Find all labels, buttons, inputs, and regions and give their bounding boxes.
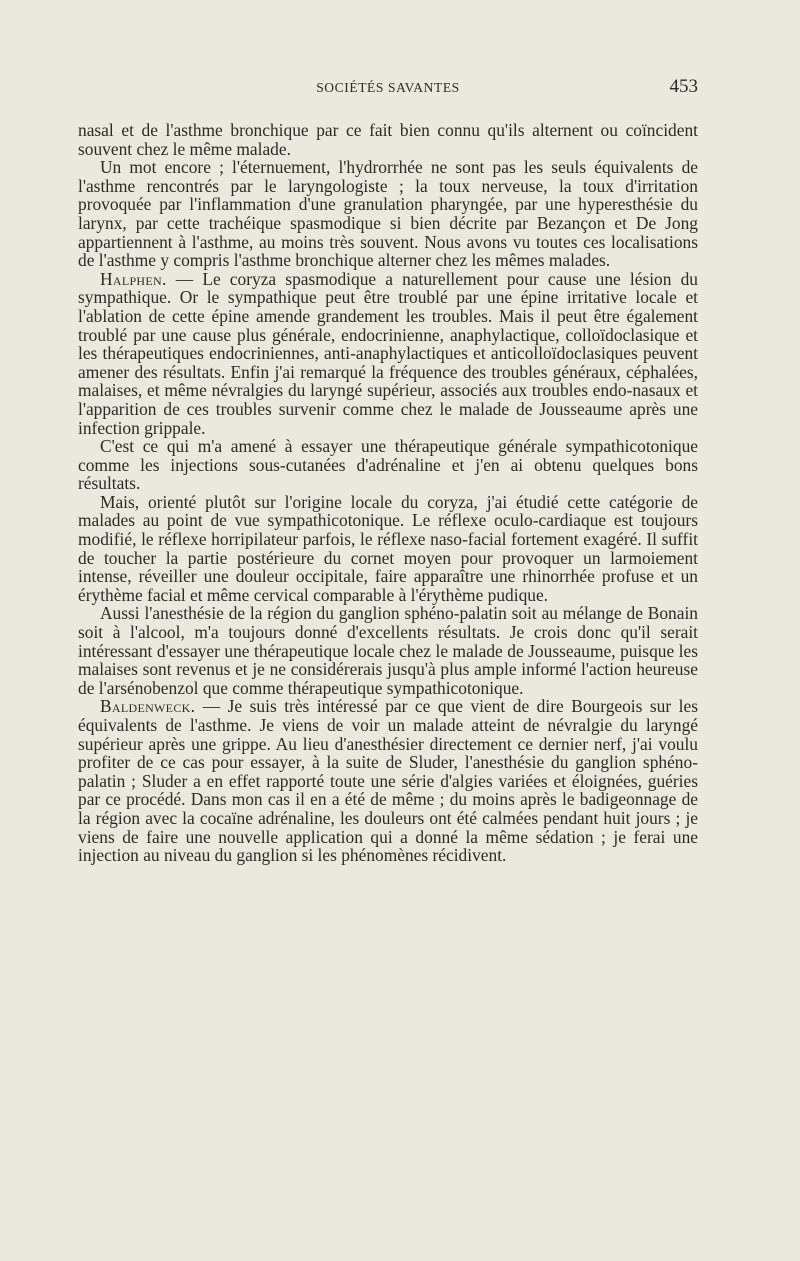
paragraph-continuation <box>78 121 698 158</box>
paragraph <box>78 604 698 697</box>
paragraph-text: Un mot encore ; l'éternuement, l'hydrorrhée ne sont pas les seuls équivalents de l'asthme rencontrés par le laryngologiste ; la toux nerveuse, la toux d'irritation provoquée par l'inflammation d'une granulation pharyngée, par une hyperesthésie du larynx, par cette trachéique spasmodique si bien décrite par Bezançon et De Jong appartiennent à l'asthme, au moins très souvent. Nous avons vu toutes ces localisations de l'asthme y compris l'asthme bronchique alterner chez les mêmes malades. <box>78 157 698 271</box>
paragraph-text: Aussi l'anesthésie de la région du ganglion sphéno-palatin soit au mélange de Bonain soit à l'alcool, m'a toujours donné d'excellents résultats. Je crois donc qu'il serait intéressant d'essayer une thérapeutique locale chez le malade de Jousseaume, puisque les malaises sont revenus et je ne considérerais jusqu'à plus ample informé l'action heureuse de l'arsénobenzol que comme thérapeutique sympathicotonique. <box>78 603 698 698</box>
paragraph <box>78 437 698 493</box>
speaker-name: Baldenweck. <box>100 696 196 717</box>
paragraph <box>78 158 698 270</box>
paragraph-text: — Je suis très intéressé par ce que vient de dire Bourgeois sur les équivalents de l'asthme. Je viens de voir un malade atteint de névralgie du laryngé supérieur après une grippe. Au lieu d'anesthésier directement ce dernier nerf, j'ai voulu profiter de ce cas pour essayer, à la suite de Sluder, l'anesthésie du ganglion sphéno-palatin ; Sluder a en effet rapporté toute une série d'algies variées et éloignées, guéries par ce procédé. Dans mon cas il en a été de même ; du moins après le badigeonnage de la région avec la cocaïne adrénaline, les douleurs ont été calmées pendant huit jours ; je viens de faire une nouvelle application qui a donné la même sédation ; je ferai une injection au niveau du ganglion si les phénomènes récidivent. <box>78 696 698 866</box>
paragraph <box>78 493 698 605</box>
paragraph-text: nasal et de l'asthme bronchique par ce fait bien connu qu'ils alternent ou coïncident souvent chez le même malade. <box>78 120 698 159</box>
paragraph-text: Mais, orienté plutôt sur l'origine locale du coryza, j'ai étudié cette catégorie de malades au point de vue sympathicotonique. Le réflexe oculo-cardiaque est toujours modifié, le réflexe horripilateur parfois, le réflexe naso-facial fortement exagéré. Il suffit de toucher la partie postérieure du cornet moyen pour provoquer un larmoiement intense, réveiller une douleur occipitale, faire apparaître une rhinorrhée profuse et un érythème facial et même cervical comparable à l'érythème pudique. <box>78 491 698 605</box>
paragraph-text: — Le coryza spasmodique a naturellement pour cause une lésion du sympathique. Or le sympathique peut être troublé par une épine irritative locale et l'ablation de cette épine amende grandement les troubles. Mais il peut être également troublé par une cause plus générale, endocrinienne, anaphylactique, colloïdoclasique et les thérapeutiques endocriniennes, anti-anaphylactiques et anticolloïdoclasiques peuvent amener des résultats. Enfin j'ai remarqué la fréquence des troubles généraux, céphalées, malaises, et même névralgies du laryngé supérieur, associés aux troubles endo-nasaux et l'apparition de ces troubles survenir comme chez le malade de Jousseaume après une infection grippale. <box>78 268 698 438</box>
paragraph-baldenweck <box>78 697 698 864</box>
page-number: 453 <box>669 76 698 97</box>
page-header <box>78 76 698 102</box>
speaker-name: Halphen. <box>100 268 167 289</box>
running-head: SOCIÉTÉS SAVANTES <box>316 80 460 95</box>
page-body <box>78 121 698 865</box>
paragraph-text: C'est ce qui m'a amené à essayer une thérapeutique générale sympathicotonique comme les injections sous-cutanées d'adrénaline et j'en ai obtenu quelques bons résultats. <box>78 436 698 494</box>
paragraph-halphen <box>78 270 698 437</box>
